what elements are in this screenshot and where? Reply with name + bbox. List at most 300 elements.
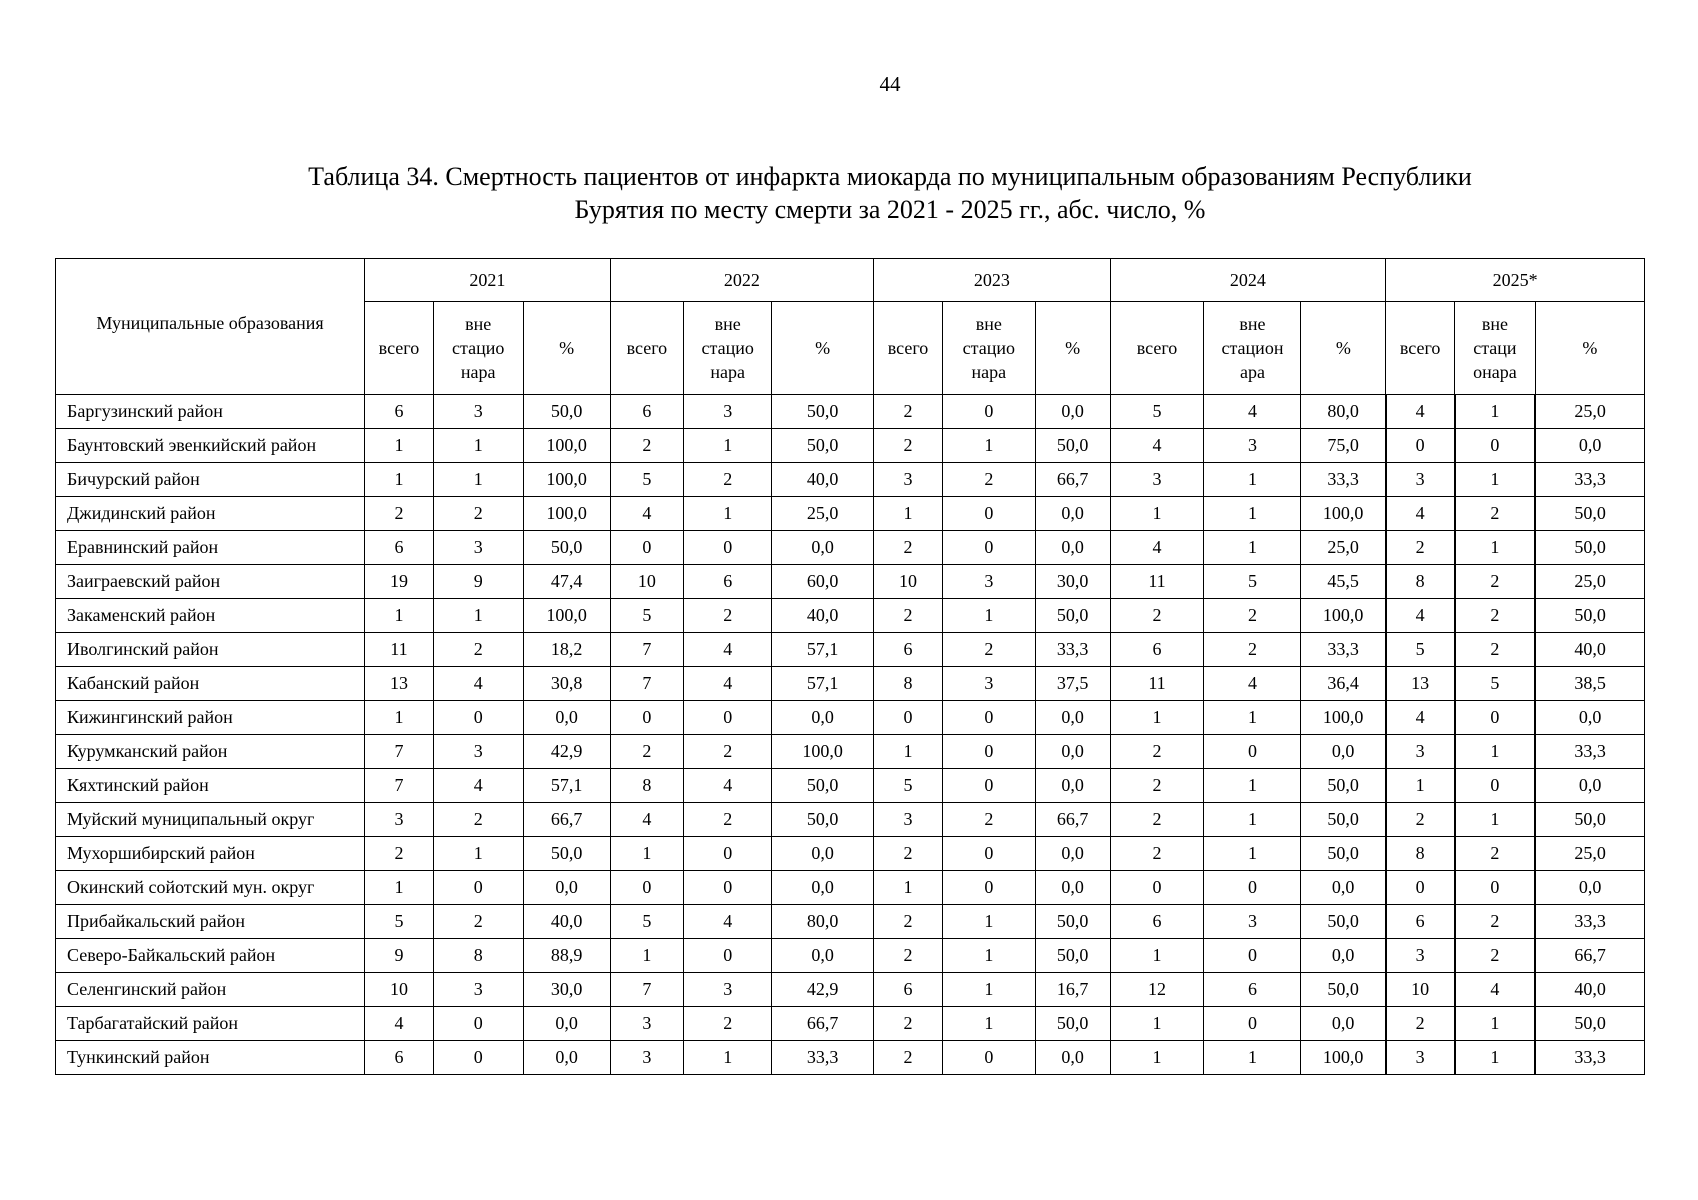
cell-2025-percent: 66,7 bbox=[1535, 939, 1644, 973]
municipality-name-cell: Селенгинский район bbox=[56, 973, 365, 1007]
cell-2023-out-of-hospital: 0 bbox=[942, 701, 1035, 735]
cell-2024-out-of-hospital: 0 bbox=[1204, 1007, 1301, 1041]
cell-2022-percent: 25,0 bbox=[772, 497, 874, 531]
cell-2023-total: 2 bbox=[874, 395, 943, 429]
cell-2025-out-of-hospital: 0 bbox=[1455, 769, 1536, 803]
cell-2025-percent: 33,3 bbox=[1535, 735, 1644, 769]
header-percent: % bbox=[772, 302, 874, 395]
cell-2024-total: 11 bbox=[1110, 565, 1204, 599]
cell-2025-out-of-hospital: 1 bbox=[1455, 395, 1536, 429]
cell-2025-percent: 50,0 bbox=[1535, 497, 1644, 531]
cell-2025-percent: 33,3 bbox=[1535, 905, 1644, 939]
cell-2024-out-of-hospital: 1 bbox=[1204, 1041, 1301, 1075]
cell-2021-out-of-hospital: 2 bbox=[433, 633, 523, 667]
cell-2021-out-of-hospital: 0 bbox=[433, 701, 523, 735]
cell-2021-out-of-hospital: 3 bbox=[433, 395, 523, 429]
cell-2025-out-of-hospital: 1 bbox=[1455, 803, 1536, 837]
cell-2022-out-of-hospital: 1 bbox=[684, 1041, 772, 1075]
cell-2021-percent: 100,0 bbox=[523, 463, 610, 497]
cell-2021-total: 7 bbox=[365, 735, 434, 769]
cell-2022-percent: 57,1 bbox=[772, 667, 874, 701]
header-percent: % bbox=[1035, 302, 1110, 395]
cell-2023-total: 2 bbox=[874, 939, 943, 973]
cell-2022-out-of-hospital: 2 bbox=[684, 803, 772, 837]
cell-2023-out-of-hospital: 1 bbox=[942, 973, 1035, 1007]
cell-2024-percent: 0,0 bbox=[1301, 1007, 1386, 1041]
cell-2021-total: 3 bbox=[365, 803, 434, 837]
cell-2022-total: 1 bbox=[610, 939, 684, 973]
cell-2021-total: 6 bbox=[365, 531, 434, 565]
cell-2022-out-of-hospital: 1 bbox=[684, 497, 772, 531]
cell-2021-out-of-hospital: 0 bbox=[433, 1007, 523, 1041]
cell-2024-out-of-hospital: 1 bbox=[1204, 769, 1301, 803]
cell-2023-total: 3 bbox=[874, 803, 943, 837]
cell-2025-out-of-hospital: 2 bbox=[1455, 905, 1536, 939]
cell-2024-percent: 0,0 bbox=[1301, 735, 1386, 769]
cell-2022-percent: 57,1 bbox=[772, 633, 874, 667]
cell-2023-percent: 33,3 bbox=[1035, 633, 1110, 667]
cell-2021-percent: 0,0 bbox=[523, 701, 610, 735]
cell-2021-total: 1 bbox=[365, 429, 434, 463]
cell-2024-out-of-hospital: 1 bbox=[1204, 701, 1301, 735]
cell-2023-percent: 50,0 bbox=[1035, 905, 1110, 939]
cell-2024-out-of-hospital: 0 bbox=[1204, 735, 1301, 769]
cell-2023-total: 2 bbox=[874, 905, 943, 939]
cell-2023-percent: 50,0 bbox=[1035, 429, 1110, 463]
cell-2024-percent: 33,3 bbox=[1301, 463, 1386, 497]
cell-2022-percent: 40,0 bbox=[772, 599, 874, 633]
cell-2022-total: 0 bbox=[610, 871, 684, 905]
cell-2021-out-of-hospital: 1 bbox=[433, 429, 523, 463]
cell-2025-out-of-hospital: 4 bbox=[1455, 973, 1536, 1007]
table-row bbox=[56, 463, 1645, 497]
cell-2021-out-of-hospital: 1 bbox=[433, 837, 523, 871]
municipality-name-cell: Баргузинский район bbox=[56, 395, 365, 429]
cell-2024-total: 4 bbox=[1110, 531, 1204, 565]
municipality-name-cell: Еравнинский район bbox=[56, 531, 365, 565]
table-row bbox=[56, 497, 1645, 531]
cell-2023-percent: 50,0 bbox=[1035, 939, 1110, 973]
header-out-of-hospital: вне стацион ара bbox=[1204, 302, 1301, 395]
cell-2024-total: 3 bbox=[1110, 463, 1204, 497]
cell-2025-total: 1 bbox=[1386, 769, 1455, 803]
table-row bbox=[56, 735, 1645, 769]
header-total: всего bbox=[874, 302, 943, 395]
header-municipality: Муниципальные образования bbox=[56, 259, 365, 395]
cell-2021-total: 5 bbox=[365, 905, 434, 939]
cell-2025-out-of-hospital: 1 bbox=[1455, 1007, 1536, 1041]
cell-2025-total: 8 bbox=[1386, 837, 1455, 871]
cell-2022-total: 3 bbox=[610, 1041, 684, 1075]
cell-2021-percent: 30,8 bbox=[523, 667, 610, 701]
table-row bbox=[56, 803, 1645, 837]
cell-2024-total: 1 bbox=[1110, 701, 1204, 735]
municipality-name-cell: Прибайкальский район bbox=[56, 905, 365, 939]
cell-2023-percent: 66,7 bbox=[1035, 803, 1110, 837]
header-total: всего bbox=[1386, 302, 1455, 395]
table-row bbox=[56, 837, 1645, 871]
cell-2024-total: 5 bbox=[1110, 395, 1204, 429]
cell-2022-percent: 100,0 bbox=[772, 735, 874, 769]
cell-2024-total: 1 bbox=[1110, 1041, 1204, 1075]
cell-2025-percent: 40,0 bbox=[1535, 973, 1644, 1007]
cell-2025-total: 6 bbox=[1386, 905, 1455, 939]
cell-2024-total: 6 bbox=[1110, 633, 1204, 667]
caption-line-2: Бурятия по месту смерти за 2021 - 2025 гг., абс. число, % bbox=[574, 195, 1206, 224]
cell-2024-out-of-hospital: 2 bbox=[1204, 633, 1301, 667]
cell-2025-out-of-hospital: 5 bbox=[1455, 667, 1536, 701]
cell-2023-percent: 0,0 bbox=[1035, 769, 1110, 803]
municipality-name-cell: Северо-Байкальский район bbox=[56, 939, 365, 973]
cell-2021-percent: 0,0 bbox=[523, 871, 610, 905]
cell-2022-out-of-hospital: 0 bbox=[684, 939, 772, 973]
page-number: 44 bbox=[879, 72, 901, 96]
cell-2022-total: 7 bbox=[610, 973, 684, 1007]
cell-2022-total: 5 bbox=[610, 463, 684, 497]
cell-2023-percent: 0,0 bbox=[1035, 701, 1110, 735]
cell-2023-total: 5 bbox=[874, 769, 943, 803]
cell-2022-total: 10 bbox=[610, 565, 684, 599]
cell-2022-out-of-hospital: 4 bbox=[684, 769, 772, 803]
cell-2022-out-of-hospital: 0 bbox=[684, 531, 772, 565]
cell-2021-percent: 50,0 bbox=[523, 531, 610, 565]
cell-2022-out-of-hospital: 6 bbox=[684, 565, 772, 599]
municipality-name-cell: Джидинский район bbox=[56, 497, 365, 531]
cell-2024-percent: 50,0 bbox=[1301, 837, 1386, 871]
header-total: всего bbox=[365, 302, 434, 395]
cell-2023-out-of-hospital: 0 bbox=[942, 769, 1035, 803]
cell-2025-out-of-hospital: 2 bbox=[1455, 837, 1536, 871]
cell-2025-percent: 25,0 bbox=[1535, 395, 1644, 429]
municipality-name-cell: Муйский муниципальный округ bbox=[56, 803, 365, 837]
cell-2021-out-of-hospital: 2 bbox=[433, 497, 523, 531]
cell-2023-out-of-hospital: 3 bbox=[942, 565, 1035, 599]
cell-2021-percent: 47,4 bbox=[523, 565, 610, 599]
cell-2024-out-of-hospital: 2 bbox=[1204, 599, 1301, 633]
cell-2024-out-of-hospital: 1 bbox=[1204, 531, 1301, 565]
cell-2021-total: 11 bbox=[365, 633, 434, 667]
cell-2021-percent: 100,0 bbox=[523, 599, 610, 633]
cell-2021-total: 13 bbox=[365, 667, 434, 701]
municipality-name-cell: Бичурский район bbox=[56, 463, 365, 497]
cell-2024-out-of-hospital: 6 bbox=[1204, 973, 1301, 1007]
cell-2025-total: 10 bbox=[1386, 973, 1455, 1007]
cell-2024-out-of-hospital: 1 bbox=[1204, 837, 1301, 871]
cell-2021-percent: 30,0 bbox=[523, 973, 610, 1007]
cell-2021-out-of-hospital: 4 bbox=[433, 667, 523, 701]
cell-2024-total: 2 bbox=[1110, 803, 1204, 837]
cell-2023-out-of-hospital: 0 bbox=[942, 531, 1035, 565]
cell-2022-out-of-hospital: 4 bbox=[684, 667, 772, 701]
table-body bbox=[56, 395, 1645, 1075]
cell-2021-out-of-hospital: 8 bbox=[433, 939, 523, 973]
cell-2025-out-of-hospital: 1 bbox=[1455, 1041, 1536, 1075]
cell-2023-percent: 0,0 bbox=[1035, 497, 1110, 531]
cell-2021-total: 19 bbox=[365, 565, 434, 599]
cell-2022-percent: 0,0 bbox=[772, 837, 874, 871]
municipality-name-cell: Баунтовский эвенкийский район bbox=[56, 429, 365, 463]
table-row bbox=[56, 429, 1645, 463]
cell-2024-percent: 100,0 bbox=[1301, 497, 1386, 531]
cell-2023-total: 10 bbox=[874, 565, 943, 599]
table-row bbox=[56, 701, 1645, 735]
cell-2022-total: 1 bbox=[610, 837, 684, 871]
cell-2022-out-of-hospital: 0 bbox=[684, 871, 772, 905]
header-year-2022: 2022 bbox=[610, 259, 874, 302]
cell-2024-out-of-hospital: 0 bbox=[1204, 939, 1301, 973]
header-year-2021: 2021 bbox=[365, 259, 610, 302]
cell-2025-out-of-hospital: 0 bbox=[1455, 871, 1536, 905]
table-row bbox=[56, 905, 1645, 939]
cell-2024-total: 6 bbox=[1110, 905, 1204, 939]
cell-2021-percent: 57,1 bbox=[523, 769, 610, 803]
cell-2025-percent: 25,0 bbox=[1535, 565, 1644, 599]
cell-2025-total: 3 bbox=[1386, 463, 1455, 497]
municipality-name-cell: Закаменский район bbox=[56, 599, 365, 633]
cell-2025-total: 0 bbox=[1386, 871, 1455, 905]
cell-2022-percent: 50,0 bbox=[772, 429, 874, 463]
table-row bbox=[56, 769, 1645, 803]
cell-2023-out-of-hospital: 2 bbox=[942, 463, 1035, 497]
table-row bbox=[56, 1007, 1645, 1041]
cell-2024-total: 2 bbox=[1110, 735, 1204, 769]
cell-2021-out-of-hospital: 9 bbox=[433, 565, 523, 599]
table-row bbox=[56, 939, 1645, 973]
municipality-name-cell: Тарбагатайский район bbox=[56, 1007, 365, 1041]
cell-2021-out-of-hospital: 0 bbox=[433, 1041, 523, 1075]
cell-2024-percent: 75,0 bbox=[1301, 429, 1386, 463]
cell-2022-out-of-hospital: 3 bbox=[684, 395, 772, 429]
cell-2023-total: 2 bbox=[874, 429, 943, 463]
cell-2021-out-of-hospital: 0 bbox=[433, 871, 523, 905]
cell-2025-total: 2 bbox=[1386, 1007, 1455, 1041]
cell-2023-total: 0 bbox=[874, 701, 943, 735]
cell-2023-out-of-hospital: 0 bbox=[942, 1041, 1035, 1075]
cell-2021-out-of-hospital: 3 bbox=[433, 531, 523, 565]
cell-2025-percent: 40,0 bbox=[1535, 633, 1644, 667]
cell-2025-total: 3 bbox=[1386, 1041, 1455, 1075]
cell-2024-out-of-hospital: 5 bbox=[1204, 565, 1301, 599]
cell-2024-percent: 0,0 bbox=[1301, 871, 1386, 905]
cell-2021-percent: 50,0 bbox=[523, 395, 610, 429]
cell-2025-out-of-hospital: 1 bbox=[1455, 531, 1536, 565]
cell-2025-out-of-hospital: 2 bbox=[1455, 633, 1536, 667]
cell-2021-total: 9 bbox=[365, 939, 434, 973]
cell-2022-out-of-hospital: 2 bbox=[684, 1007, 772, 1041]
table-row bbox=[56, 667, 1645, 701]
municipality-name-cell: Курумканский район bbox=[56, 735, 365, 769]
cell-2023-total: 1 bbox=[874, 735, 943, 769]
table-row bbox=[56, 565, 1645, 599]
cell-2022-percent: 42,9 bbox=[772, 973, 874, 1007]
cell-2022-out-of-hospital: 2 bbox=[684, 463, 772, 497]
header-out-of-hospital: вне стацио нара bbox=[684, 302, 772, 395]
cell-2024-percent: 80,0 bbox=[1301, 395, 1386, 429]
cell-2024-percent: 100,0 bbox=[1301, 599, 1386, 633]
municipality-name-cell: Мухоршибирский район bbox=[56, 837, 365, 871]
cell-2021-percent: 18,2 bbox=[523, 633, 610, 667]
cell-2024-percent: 36,4 bbox=[1301, 667, 1386, 701]
table-row bbox=[56, 1041, 1645, 1075]
cell-2022-total: 8 bbox=[610, 769, 684, 803]
cell-2022-percent: 60,0 bbox=[772, 565, 874, 599]
cell-2025-out-of-hospital: 2 bbox=[1455, 599, 1536, 633]
cell-2022-percent: 0,0 bbox=[772, 939, 874, 973]
cell-2025-total: 3 bbox=[1386, 735, 1455, 769]
municipality-name-cell: Заиграевский район bbox=[56, 565, 365, 599]
cell-2025-percent: 0,0 bbox=[1535, 429, 1644, 463]
municipality-name-cell: Кижингинский район bbox=[56, 701, 365, 735]
cell-2023-out-of-hospital: 1 bbox=[942, 939, 1035, 973]
cell-2021-total: 1 bbox=[365, 871, 434, 905]
cell-2025-total: 8 bbox=[1386, 565, 1455, 599]
cell-2025-out-of-hospital: 2 bbox=[1455, 497, 1536, 531]
cell-2025-total: 4 bbox=[1386, 395, 1455, 429]
municipality-name-cell: Кяхтинский район bbox=[56, 769, 365, 803]
cell-2022-percent: 40,0 bbox=[772, 463, 874, 497]
cell-2024-percent: 50,0 bbox=[1301, 905, 1386, 939]
cell-2023-total: 6 bbox=[874, 633, 943, 667]
cell-2025-percent: 50,0 bbox=[1535, 1007, 1644, 1041]
cell-2021-total: 6 bbox=[365, 395, 434, 429]
cell-2021-percent: 42,9 bbox=[523, 735, 610, 769]
cell-2024-total: 1 bbox=[1110, 1007, 1204, 1041]
cell-2022-total: 4 bbox=[610, 803, 684, 837]
cell-2024-total: 2 bbox=[1110, 599, 1204, 633]
cell-2022-out-of-hospital: 1 bbox=[684, 429, 772, 463]
cell-2025-total: 2 bbox=[1386, 531, 1455, 565]
cell-2021-percent: 50,0 bbox=[523, 837, 610, 871]
header-year-2023: 2023 bbox=[874, 259, 1110, 302]
cell-2021-total: 2 bbox=[365, 837, 434, 871]
cell-2023-percent: 50,0 bbox=[1035, 1007, 1110, 1041]
cell-2024-total: 1 bbox=[1110, 497, 1204, 531]
cell-2025-total: 5 bbox=[1386, 633, 1455, 667]
header-out-of-hospital: вне стацио нара bbox=[942, 302, 1035, 395]
cell-2025-total: 0 bbox=[1386, 429, 1455, 463]
header-out-of-hospital: вне стацио нара bbox=[433, 302, 523, 395]
cell-2025-out-of-hospital: 1 bbox=[1455, 735, 1536, 769]
cell-2021-out-of-hospital: 2 bbox=[433, 905, 523, 939]
cell-2022-out-of-hospital: 2 bbox=[684, 599, 772, 633]
cell-2023-out-of-hospital: 0 bbox=[942, 837, 1035, 871]
cell-2023-percent: 0,0 bbox=[1035, 871, 1110, 905]
cell-2023-total: 2 bbox=[874, 837, 943, 871]
table-caption bbox=[180, 160, 1600, 226]
cell-2024-out-of-hospital: 1 bbox=[1204, 803, 1301, 837]
header-row-years bbox=[56, 259, 1645, 302]
header-percent: % bbox=[523, 302, 610, 395]
cell-2022-total: 5 bbox=[610, 599, 684, 633]
cell-2022-percent: 50,0 bbox=[772, 769, 874, 803]
cell-2022-total: 7 bbox=[610, 667, 684, 701]
cell-2023-total: 1 bbox=[874, 871, 943, 905]
cell-2023-percent: 0,0 bbox=[1035, 531, 1110, 565]
cell-2025-percent: 0,0 bbox=[1535, 701, 1644, 735]
cell-2024-out-of-hospital: 0 bbox=[1204, 871, 1301, 905]
cell-2023-percent: 0,0 bbox=[1035, 1041, 1110, 1075]
cell-2022-percent: 0,0 bbox=[772, 701, 874, 735]
cell-2023-out-of-hospital: 1 bbox=[942, 429, 1035, 463]
cell-2023-out-of-hospital: 1 bbox=[942, 599, 1035, 633]
cell-2025-percent: 0,0 bbox=[1535, 871, 1644, 905]
cell-2025-total: 13 bbox=[1386, 667, 1455, 701]
cell-2025-out-of-hospital: 1 bbox=[1455, 463, 1536, 497]
municipality-name-cell: Иволгинский район bbox=[56, 633, 365, 667]
table-row bbox=[56, 599, 1645, 633]
cell-2021-total: 7 bbox=[365, 769, 434, 803]
cell-2024-total: 1 bbox=[1110, 939, 1204, 973]
cell-2023-total: 2 bbox=[874, 1041, 943, 1075]
header-out-of-hospital: вне стаци онара bbox=[1455, 302, 1536, 395]
cell-2021-out-of-hospital: 4 bbox=[433, 769, 523, 803]
cell-2022-total: 6 bbox=[610, 395, 684, 429]
cell-2025-total: 3 bbox=[1386, 939, 1455, 973]
cell-2022-out-of-hospital: 0 bbox=[684, 837, 772, 871]
cell-2024-out-of-hospital: 3 bbox=[1204, 905, 1301, 939]
cell-2022-total: 2 bbox=[610, 429, 684, 463]
cell-2022-out-of-hospital: 4 bbox=[684, 905, 772, 939]
cell-2023-percent: 0,0 bbox=[1035, 735, 1110, 769]
cell-2021-percent: 0,0 bbox=[523, 1007, 610, 1041]
cell-2021-percent: 88,9 bbox=[523, 939, 610, 973]
municipality-name-cell: Кабанский район bbox=[56, 667, 365, 701]
cell-2024-total: 0 bbox=[1110, 871, 1204, 905]
cell-2023-total: 2 bbox=[874, 1007, 943, 1041]
header-percent: % bbox=[1301, 302, 1386, 395]
cell-2022-percent: 50,0 bbox=[772, 395, 874, 429]
cell-2022-out-of-hospital: 2 bbox=[684, 735, 772, 769]
cell-2024-percent: 33,3 bbox=[1301, 633, 1386, 667]
cell-2023-percent: 16,7 bbox=[1035, 973, 1110, 1007]
header-year-2024: 2024 bbox=[1110, 259, 1386, 302]
cell-2025-out-of-hospital: 2 bbox=[1455, 565, 1536, 599]
cell-2023-total: 2 bbox=[874, 599, 943, 633]
cell-2023-out-of-hospital: 2 bbox=[942, 803, 1035, 837]
cell-2025-percent: 38,5 bbox=[1535, 667, 1644, 701]
cell-2023-total: 3 bbox=[874, 463, 943, 497]
cell-2023-out-of-hospital: 2 bbox=[942, 633, 1035, 667]
cell-2021-percent: 40,0 bbox=[523, 905, 610, 939]
cell-2023-out-of-hospital: 0 bbox=[942, 395, 1035, 429]
cell-2021-out-of-hospital: 1 bbox=[433, 463, 523, 497]
cell-2024-out-of-hospital: 1 bbox=[1204, 463, 1301, 497]
municipality-name-cell: Окинский сойотский мун. округ bbox=[56, 871, 365, 905]
cell-2024-out-of-hospital: 4 bbox=[1204, 395, 1301, 429]
header-percent: % bbox=[1535, 302, 1644, 395]
cell-2025-percent: 25,0 bbox=[1535, 837, 1644, 871]
caption-line-1: Таблица 34. Смертность пациентов от инфаркта миокарда по муниципальным образованиям Республики bbox=[308, 162, 1472, 191]
cell-2023-total: 8 bbox=[874, 667, 943, 701]
table-row bbox=[56, 871, 1645, 905]
cell-2021-percent: 100,0 bbox=[523, 429, 610, 463]
cell-2023-out-of-hospital: 3 bbox=[942, 667, 1035, 701]
cell-2022-percent: 33,3 bbox=[772, 1041, 874, 1075]
table-row bbox=[56, 395, 1645, 429]
table-row bbox=[56, 633, 1645, 667]
mortality-table bbox=[55, 258, 1645, 1075]
cell-2023-percent: 30,0 bbox=[1035, 565, 1110, 599]
cell-2025-percent: 0,0 bbox=[1535, 769, 1644, 803]
cell-2023-out-of-hospital: 0 bbox=[942, 497, 1035, 531]
cell-2025-out-of-hospital: 2 bbox=[1455, 939, 1536, 973]
cell-2023-total: 2 bbox=[874, 531, 943, 565]
cell-2022-total: 5 bbox=[610, 905, 684, 939]
cell-2024-total: 2 bbox=[1110, 837, 1204, 871]
cell-2021-total: 10 bbox=[365, 973, 434, 1007]
cell-2021-total: 1 bbox=[365, 599, 434, 633]
cell-2021-out-of-hospital: 2 bbox=[433, 803, 523, 837]
